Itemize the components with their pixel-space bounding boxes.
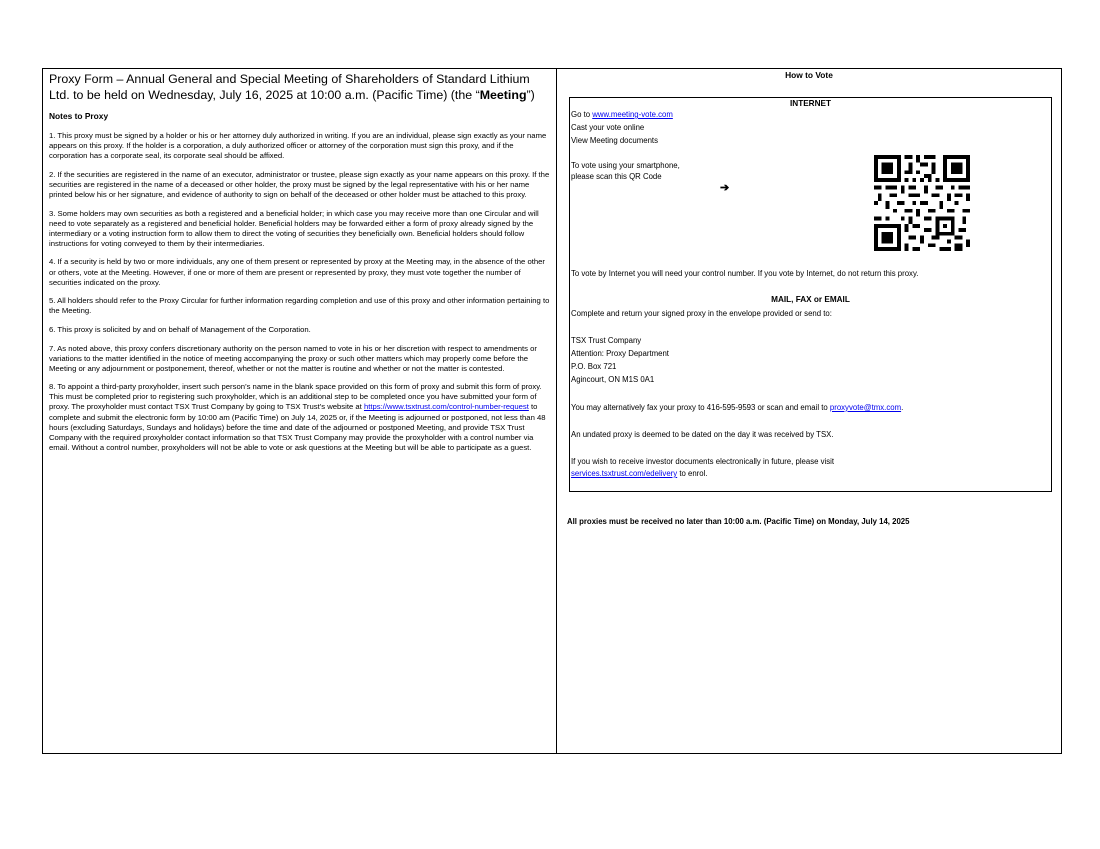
fax-email-line [571, 403, 903, 413]
note-8-text: 8. To appoint a third-party proxyholder, insert such person’s name in the blank space provided on this form of proxy and submit this form of proxy. This must be completed prior to registering such proxyholder, which is an additional step to be completed once you have submitted your form of proxy. The proxyholder must contact TSX Trust Company by going to TSX Trust's website at [49, 382, 542, 412]
note-3: 3. Some holders may own securities as both a registered and a beneficial holder; in which case you may receive more than one Circular and will need to vote separately as a registered and beneficial holder. Beneficial holders may be forwarded either a form of proxy already signed by the intermediary or a voting instruction form to allow them to direct the voting of securities they beneficially own. Beneficial holders should follow instructions for voting conveyed to them by their intermediaries. [49, 208, 539, 248]
qr-code-icon[interactable] [874, 155, 970, 251]
fax-suffix: . [901, 403, 904, 412]
how-to-vote-column [557, 69, 1061, 753]
note-7: 7. As noted above, this proxy confers discretionary authority on the person named to vote in his or her discretion with respect to amendments or variations to the matter identified in the notice of meeting accompanying the proxy or such other matters which may properly come before the Meeting or any adjournment or postponement, thereof, whether or not the matter is routine and whether or not the matter is contested. [49, 343, 537, 373]
title-text: Proxy Form – Annual General and Special Meeting of Shareholders of Standard Lithium Ltd. to be held on Wednesday, July 16, 2025 at 10:00 a.m. (Pacific Time) (the “ [49, 72, 530, 102]
smartphone-line-2: please scan this QR Code [571, 172, 662, 181]
control-number-request-link[interactable]: https://www.tsxtrust.com/control-number-request [363, 402, 529, 412]
note-8 [49, 382, 550, 453]
title-meeting-bold: Meeting [479, 87, 527, 102]
goto-line [571, 110, 673, 120]
edelivery-line-1: If you wish to receive investor documents electronically in future, please visit [571, 457, 835, 466]
undated-proxy-note: An undated proxy is deemed to be dated on the day it was received by TSX. [571, 430, 834, 439]
view-docs-text: View Meeting documents [571, 136, 658, 145]
how-to-vote-heading: How to Vote [785, 70, 833, 80]
edelivery-link[interactable]: services.tsxtrust.com/edelivery [571, 469, 678, 478]
internet-heading: INTERNET [790, 99, 831, 108]
edelivery-suffix: to enrol. [677, 469, 708, 478]
title-text-end: ”) [526, 87, 535, 102]
address-line: Agincourt, ON M1S 0A1 [571, 375, 655, 384]
note-8-text-end: to complete and submit the electronic form by 10:00 am (Pacific Time) on July 14, 2025 or, if the Meeting is adjourned or postponed, not less than 48 hours (excluding Saturdays, Sundays and holidays) before the time and date of the adjourned or postponed Meeting, and provide TSX Trust Company with the required proxyholder contact information so that TSX Trust Company may provide the proxyholder with a control number via email. Without a control number, proxyholders will not be able to vote or ask questions at the Meeting but will be able to participate as a guest. [49, 402, 546, 452]
proxyvote-email-link[interactable]: proxyvote@tmx.com [829, 403, 902, 412]
note-4: 4. If a security is held by two or more individuals, any one of them present or represented by proxy at the Meeting may, in the absence of the other or others, vote at the Meeting. However, if one or more of them are present or represented by proxy, they must vote together the number of securities indicated on the proxy. [49, 257, 545, 287]
note-1: 1. This proxy must be signed by a holder or his or her attorney duly authorized in writing. If you are an individual, please sign exactly as your name appears on this proxy. If the holder is a corporation, a duly authorized officer or attorney of the corporation must sign this proxy, and if the corporation has a corporate seal, its corporate seal should be affixed. [49, 131, 547, 161]
address-line: Attention: Proxy Department [571, 349, 669, 358]
internet-control-number-note: To vote by Internet you will need your control number. If you vote by Internet, do not return this proxy. [571, 269, 919, 278]
arrow-right-icon: ➔ [720, 182, 730, 194]
fax-text: You may alternatively fax your proxy to 416-595-9593 or scan and email to [571, 403, 830, 412]
smartphone-line-1: To vote using your smartphone, [571, 161, 680, 170]
proxy-form-frame [42, 68, 1062, 754]
form-title [49, 72, 550, 103]
edelivery-line-2 [571, 469, 708, 479]
notes-column [43, 69, 557, 753]
note-6: 6. This proxy is solicited by and on behalf of Management of the Corporation. [49, 324, 311, 334]
goto-prefix: Go to [571, 110, 593, 119]
mail-instruction-text: Complete and return your signed proxy in the envelope provided or send to: [571, 309, 832, 318]
notes-heading: Notes to Proxy [49, 111, 109, 121]
cast-vote-text: Cast your vote online [571, 123, 645, 132]
address-line: TSX Trust Company [571, 336, 642, 345]
mail-fax-email-heading: MAIL, FAX or EMAIL [771, 295, 850, 304]
address-line: P.O. Box 721 [571, 362, 617, 371]
voting-methods-box [569, 97, 1052, 492]
note-2: 2. If the securities are registered in the name of an executor, administrator or trustee, please sign exactly as your name appears on this proxy. If the securities are registered in the name of a deceased or other holder, the proxy must be signed by the legal representative with his or her name printed below his or her signature, and evidence of authority to sign on behalf of the deceased or other holder must be attached to this proxy. [49, 169, 550, 199]
note-5: 5. All holders should refer to the Proxy Circular for further information regarding completion and use of this proxy and other information pertaining to the Meeting. [49, 296, 550, 316]
proxy-deadline-notice: All proxies must be received no later than 10:00 a.m. (Pacific Time) on Monday, July 14, 2025 [567, 517, 910, 526]
meeting-vote-link[interactable]: www.meeting-vote.com [592, 110, 673, 119]
